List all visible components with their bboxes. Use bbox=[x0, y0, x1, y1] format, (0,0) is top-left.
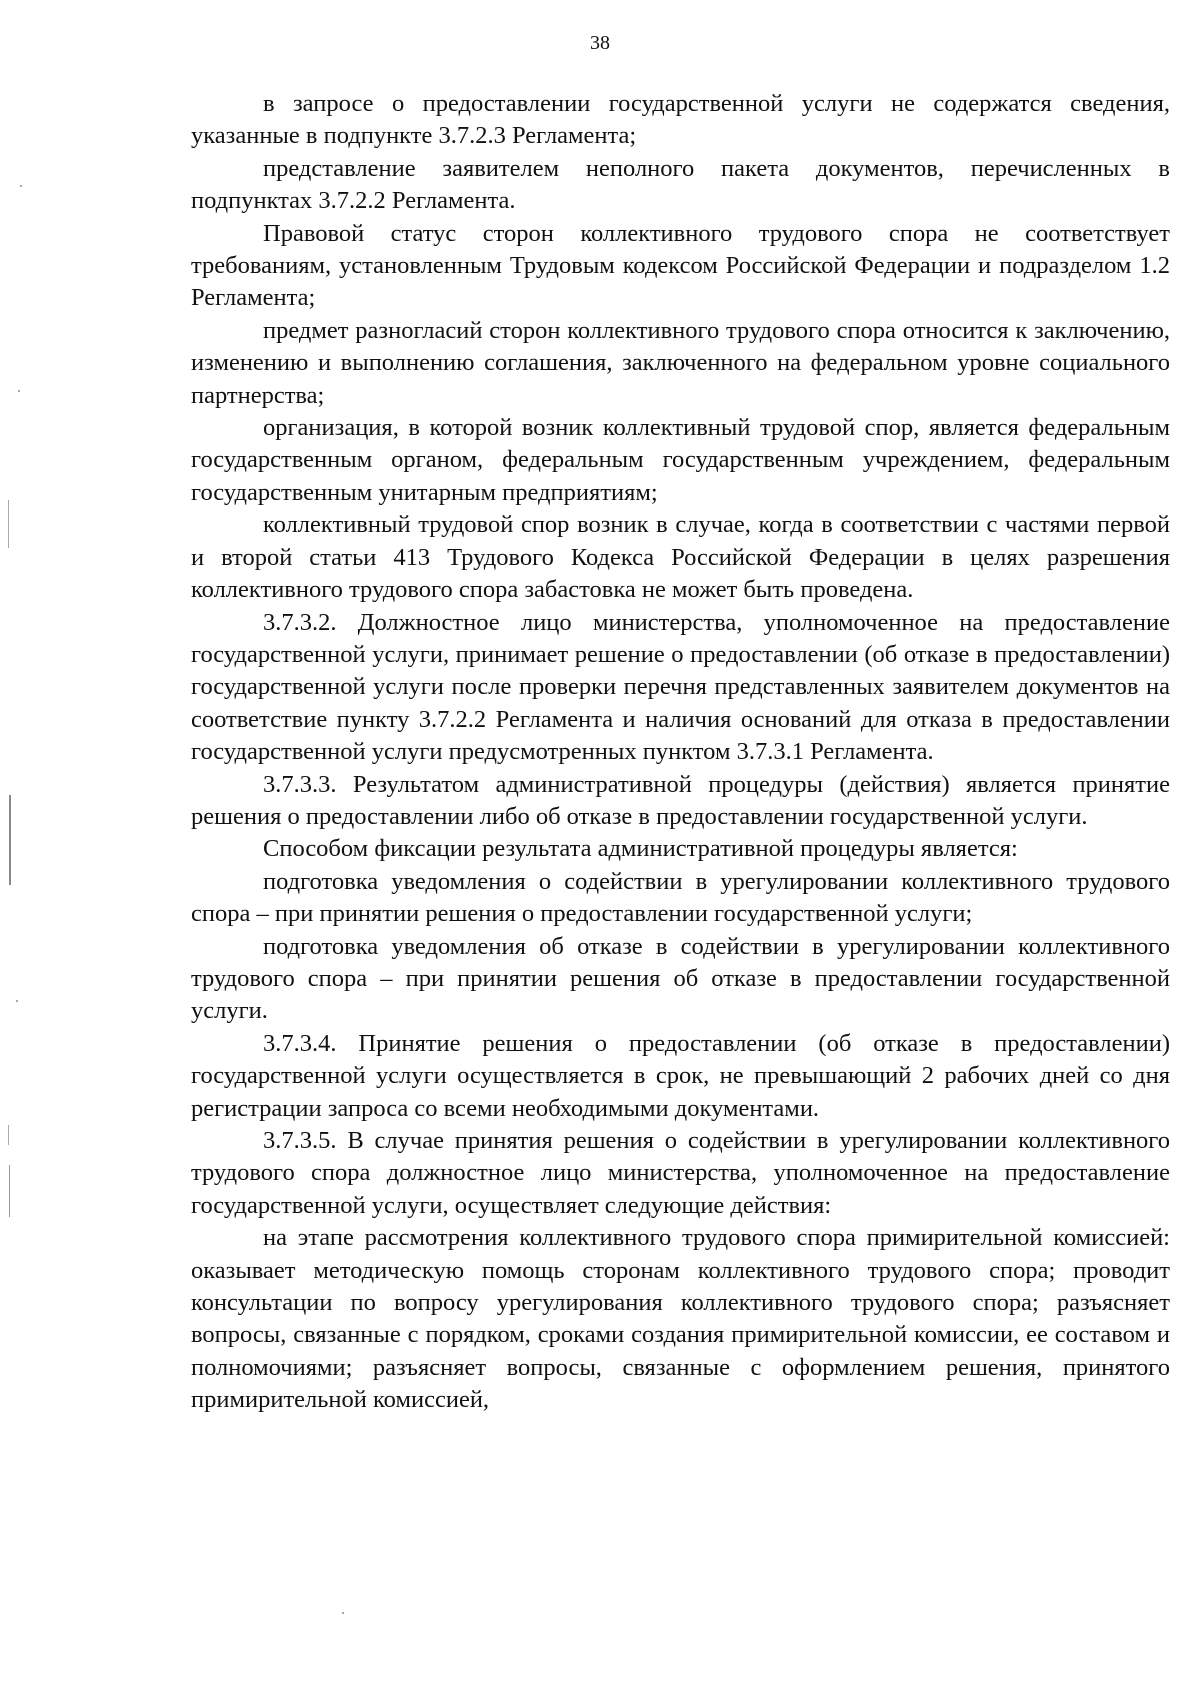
paragraph-13: 3.7.3.5. В случае принятия решения о содействии в урегулировании коллективного трудового спора должностное лицо министерства, уполномоченное на предоставление государственной услуги, осуществляет следующие действия: bbox=[191, 1127, 1170, 1219]
scan-artifact bbox=[342, 1612, 344, 1614]
scan-artifact bbox=[9, 795, 11, 885]
scan-artifact bbox=[16, 1000, 18, 1002]
scan-artifact bbox=[9, 1165, 10, 1217]
scan-artifact bbox=[20, 185, 22, 187]
paragraph-11: подготовка уведомления об отказе в содействии в урегулировании коллективного трудового спора – при принятии решения об отказе в предоставлении государственной услуги. bbox=[191, 932, 1170, 1025]
scan-artifact bbox=[18, 390, 20, 392]
paragraph-4: предмет разногласий сторон коллективного трудового спора относится к заключению, изменению и выполнению соглашения, заключенного на федеральном уровне социального партнерства; bbox=[191, 316, 1170, 409]
paragraph-10: подготовка уведомления о содействии в урегулировании коллективного трудового спора – при принятии решения о предоставлении государственной услуги; bbox=[191, 867, 1170, 928]
page-number: 38 bbox=[590, 32, 610, 54]
paragraph-3: Правовой статус сторон коллективного трудового спора не соответствует требованиям, установленным Трудовым кодексом Российской Федерации и подразделом 1.2 Регламента; bbox=[191, 219, 1170, 312]
paragraph-9: Способом фиксации результата административной процедуры является: bbox=[263, 835, 1018, 863]
document-body bbox=[191, 88, 1170, 1417]
paragraph-5: организация, в которой возник коллективный трудовой спор, является федеральным государственным органом, федеральным государственным учреждением, федеральным государственным унитарным предприятиям; bbox=[191, 414, 1170, 506]
paragraph-2: представление заявителем неполного пакета документов, перечисленных в подпунктах 3.7.2.2 Регламента. bbox=[191, 154, 1170, 215]
paragraph-8: 3.7.3.3. Результатом административной процедуры (действия) является принятие решения о предоставлении либо об отказе в предоставлении государственной услуги. bbox=[191, 770, 1170, 830]
scan-artifact bbox=[8, 1125, 9, 1145]
scan-artifact bbox=[8, 500, 9, 548]
paragraph-7: 3.7.3.2. Должностное лицо министерства, уполномоченное на предоставление государственной услуги, принимает решение о предоставлении (об отказе в предоставлении) государственной услуги после проверки перечня представленных заявителем документов на соответствие пункту 3.7.2.2 Регламента и наличия оснований для отказа в предоставлении государственной услуги предусмотренных пунктом 3.7.3.1 Регламента. bbox=[191, 608, 1170, 766]
paragraph-1: в запросе о предоставлении государственной услуги не содержатся сведения, указанные в подпункте 3.7.2.3 Регламента; bbox=[191, 90, 1170, 150]
paragraph-6: коллективный трудовой спор возник в случае, когда в соответствии с частями первой и второй статьи 413 Трудового Кодекса Российской Федерации в целях разрешения коллективного трудового спора забастовка не может быть проведена. bbox=[191, 511, 1170, 604]
paragraph-14: на этапе рассмотрения коллективного трудового спора примирительной комиссией: оказывает методическую помощь сторонам коллективного трудового спора; проводит консультации по вопросу урегулирования коллективного трудового спора; разъясняет вопросы, связанные с порядком, сроками создания примирительной комиссии, ее составом и полномочиями; разъясняет вопросы, связанные с оформлением решения, принятого примирительной комиссией, bbox=[191, 1224, 1170, 1414]
paragraph-12: 3.7.3.4. Принятие решения о предоставлении (об отказе в предоставлении) государственной услуги осуществляется в срок, не превышающий 2 рабочих дней со дня регистрации запроса со всеми необходимыми документами. bbox=[191, 1029, 1170, 1122]
